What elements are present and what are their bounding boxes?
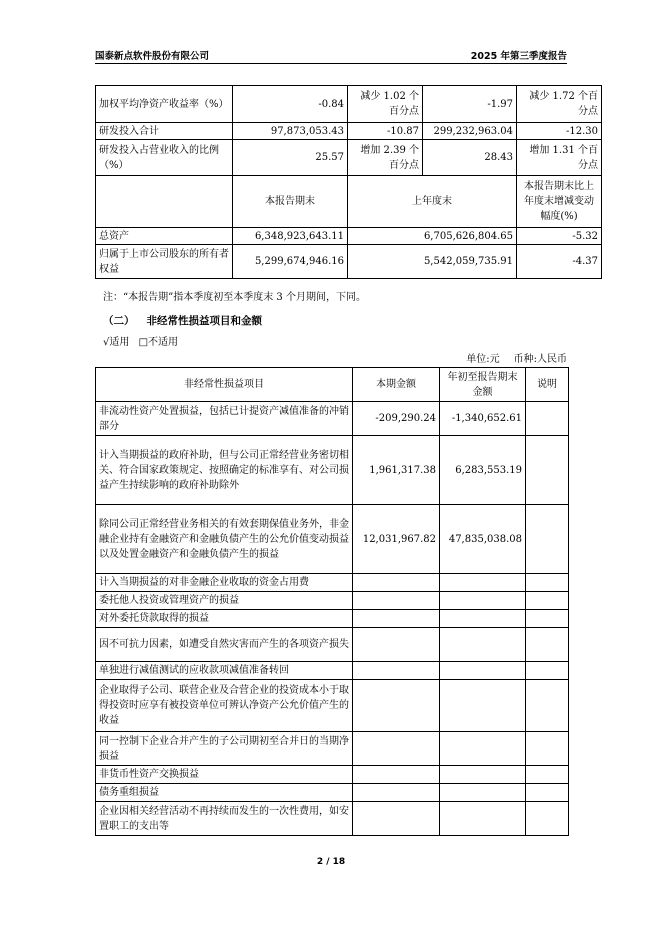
prior-year-end-header: 上年度末: [348, 176, 517, 228]
ytd-cell: [440, 592, 526, 610]
ytd-value: -1.97: [423, 86, 517, 123]
item-cell: 因不可抗力因素，如遭受自然灾害而产生的各项资产损失: [96, 628, 353, 662]
ytd-cell: -1,340,652.61: [440, 402, 526, 436]
company-name: 国泰新点软件股份有限公司: [95, 51, 210, 62]
ytd-change-value: 减少 1.72 个百分点: [517, 86, 602, 123]
prior-year-end-value: 5,542,059,735.91: [348, 245, 517, 279]
item-cell: 非流动性资产处置损益，包括已计提资产减值准备的冲销部分: [96, 402, 353, 436]
table-row: [96, 592, 569, 610]
item-cell: 单独进行减值测试的应收款项减值准备转回: [96, 662, 353, 680]
current-cell: [353, 610, 440, 628]
item-cell: 企业因相关经营活动不再持续而发生的一次性费用，如安置职工的支出等: [96, 802, 353, 836]
item-cell: 委托他人投资或管理资产的损益: [96, 592, 353, 610]
page-number: 2 / 18: [316, 857, 346, 867]
change-pct-value: -5.32: [517, 228, 602, 245]
table-row: [96, 402, 569, 436]
table-row: [96, 784, 569, 802]
table-row: [96, 574, 569, 592]
ytd-cell: [440, 766, 526, 784]
item-cell: 非货币性资产交换损益: [96, 766, 353, 784]
report-title: 2025 年第三季度报告: [470, 51, 567, 62]
item-header: 非经常性损益项目: [96, 368, 353, 402]
current-cell: [353, 766, 440, 784]
remark-cell: [526, 574, 569, 592]
table-row: [96, 86, 602, 123]
remark-cell: [526, 732, 569, 766]
remark-cell: [526, 592, 569, 610]
current-cell: [353, 784, 440, 802]
ytd-header: 年初至报告期末金额: [440, 368, 526, 402]
remark-cell: [526, 784, 569, 802]
section-title: 非经常性损益项目和金额: [146, 315, 262, 327]
current-cell: [353, 574, 440, 592]
current-value: -0.84: [233, 86, 348, 123]
current-value: 25.57: [233, 140, 348, 176]
table-row: [96, 228, 602, 245]
item-cell: 同一控制下企业合并产生的子公司期初至合并日的当期净损益: [96, 732, 353, 766]
page-header: [95, 44, 567, 62]
remark-cell: [526, 680, 569, 732]
table-row: [96, 245, 602, 279]
item-cell: 计入当期损益的对非金融企业收取的资金占用费: [96, 574, 353, 592]
item-cell: 除同公司正常经营业务相关的有效套期保值业务外，非金融企业持有金融资产和金融负债产生的公允价值变动损益以及处置金融资产和金融负债产生的损益: [96, 505, 353, 574]
row-label: 归属于上市公司股东的所有者权益: [96, 245, 233, 279]
remark-cell: [526, 505, 569, 574]
ytd-change-value: -12.30: [517, 123, 602, 140]
remark-cell: [526, 766, 569, 784]
table-row: [96, 505, 569, 574]
item-cell: 债务重组损益: [96, 784, 353, 802]
ytd-cell: 47,835,038.08: [440, 505, 526, 574]
row-label: 总资产: [96, 228, 233, 245]
current-cell: 1,961,317.38: [353, 436, 440, 505]
current-value: 97,873,053.43: [233, 123, 348, 140]
table-row: [96, 802, 569, 836]
remark-cell: [526, 662, 569, 680]
current-cell: -209,290.24: [353, 402, 440, 436]
period-end-header: 本报告期末: [233, 176, 348, 228]
table-row: [96, 662, 569, 680]
table-row: [96, 140, 602, 176]
change-pct-value: -4.37: [517, 245, 602, 279]
footnote: 注：“本报告期”指本季度初至本季度末 3 个月期间，下同。: [103, 292, 366, 303]
header-divider: [95, 63, 567, 64]
empty-cell: [96, 176, 233, 228]
table-row: [96, 123, 602, 140]
table-header-row: [96, 368, 569, 402]
change-value: -10.87: [348, 123, 423, 140]
change-pct-header: 本报告期末比上年度末增减变动幅度(%): [517, 176, 602, 228]
section-number: （二）: [103, 315, 135, 327]
current-cell: [353, 662, 440, 680]
ytd-cell: [440, 784, 526, 802]
table-row: [96, 766, 569, 784]
applicability-line: [103, 333, 178, 348]
row-label: 加权平均净资产收益率（%）: [96, 86, 233, 123]
item-cell: 对外委托贷款取得的损益: [96, 610, 353, 628]
table-row: [96, 628, 569, 662]
row-label: 研发投入合计: [96, 123, 233, 140]
ytd-cell: [440, 574, 526, 592]
remark-cell: [526, 402, 569, 436]
ytd-cell: 6,283,553.19: [440, 436, 526, 505]
table-row: [96, 436, 569, 505]
ytd-change-value: 增加 1.31 个百分点: [517, 140, 602, 176]
current-cell: [353, 592, 440, 610]
currency-label: 币种:人民币: [513, 354, 567, 365]
item-cell: 企业取得子公司、联营企业及合营企业的投资成本小于取得投资时应享有被投资单位可辨认净资产公允价值产生的收益: [96, 680, 353, 732]
ytd-cell: [440, 680, 526, 732]
current-cell: [353, 802, 440, 836]
row-label: 研发投入占营业收入的比例（%）: [96, 140, 233, 176]
remark-cell: [526, 610, 569, 628]
ytd-cell: [440, 802, 526, 836]
period-end-value: 6,348,923,643.11: [233, 228, 348, 245]
table-row: [96, 610, 569, 628]
prior-year-end-value: 6,705,626,804.65: [348, 228, 517, 245]
table-row: [96, 680, 569, 732]
remark-header: 说明: [526, 368, 569, 402]
remark-cell: [526, 436, 569, 505]
section-heading: [103, 313, 262, 328]
change-value: 减少 1.02 个百分点: [348, 86, 423, 123]
ytd-cell: [440, 610, 526, 628]
change-value: 增加 2.39 个百分点: [348, 140, 423, 176]
ytd-cell: [440, 662, 526, 680]
ytd-value: 299,232,963.04: [423, 123, 517, 140]
ytd-cell: [440, 732, 526, 766]
ytd-value: 28.43: [423, 140, 517, 176]
table-row: [96, 732, 569, 766]
indicators-table: [95, 85, 602, 279]
current-cell: [353, 732, 440, 766]
current-header: 本期金额: [353, 368, 440, 402]
unit-label: 单位:元: [466, 354, 500, 365]
remark-cell: [526, 802, 569, 836]
table-row: [96, 176, 602, 228]
item-cell: 计入当期损益的政府补助，但与公司正常经营业务密切相关、符合国家政策规定、按照确定的标准享有、对公司损益产生持续影响的政府补助除外: [96, 436, 353, 505]
ytd-cell: [440, 628, 526, 662]
not-applicable-checkbox: □不适用: [138, 337, 179, 348]
unit-line: [466, 350, 567, 365]
nonrecurring-table: [95, 367, 569, 836]
current-cell: 12,031,967.82: [353, 505, 440, 574]
applicable-checkbox: √适用: [103, 337, 130, 348]
current-cell: [353, 628, 440, 662]
remark-cell: [526, 628, 569, 662]
current-cell: [353, 680, 440, 732]
period-end-value: 5,299,674,946.16: [233, 245, 348, 279]
